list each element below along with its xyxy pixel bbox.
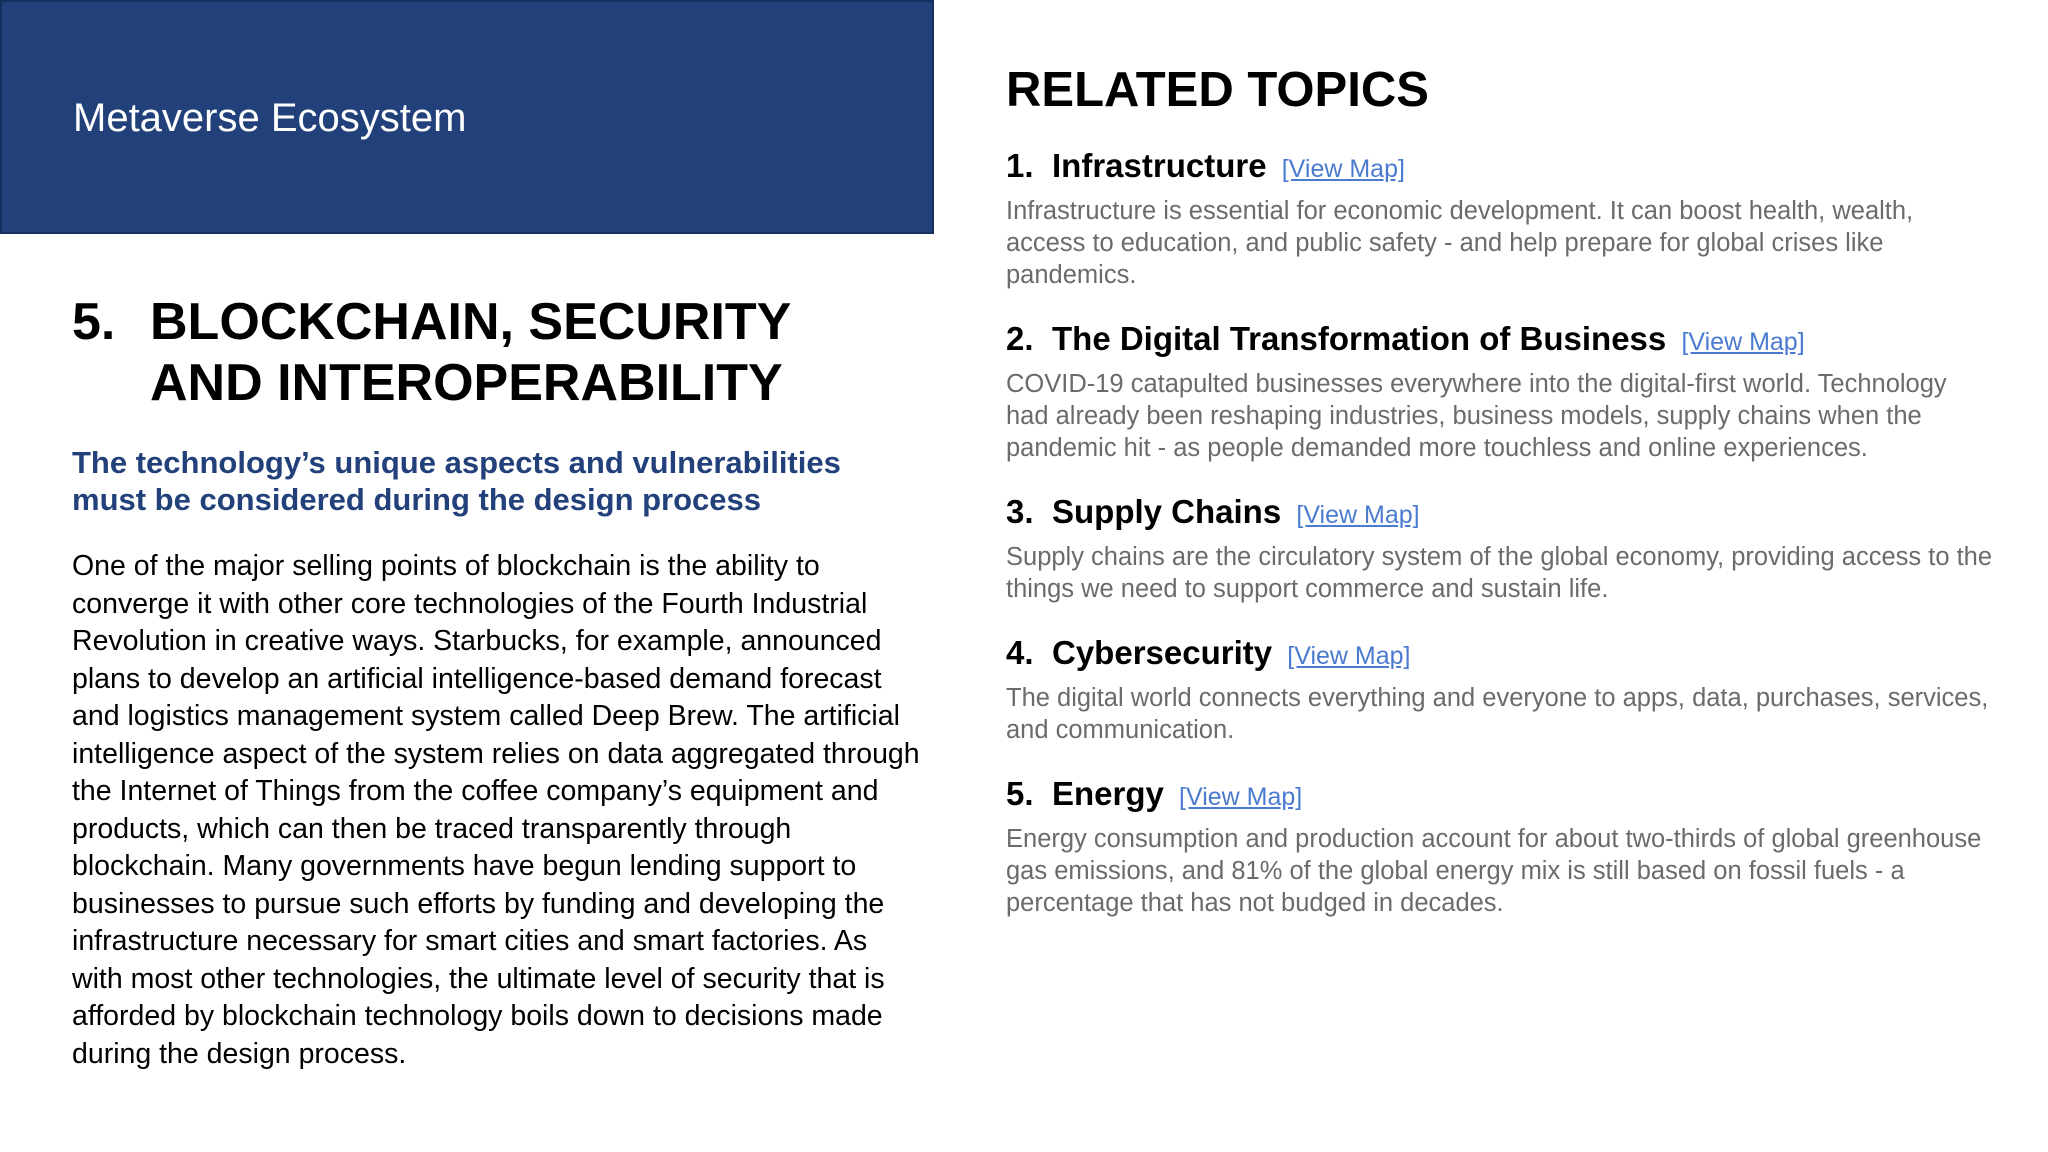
related-topic-number: 4.: [1006, 634, 1034, 671]
related-topic-name: Cybersecurity: [1052, 634, 1273, 671]
related-topic-name: Supply Chains: [1052, 493, 1282, 530]
view-map-link-digital-transformation[interactable]: [View Map]: [1681, 328, 1805, 356]
related-topic-description: The digital world connects everything and everyone to apps, data, purchases, services, and communication.: [1006, 684, 1989, 744]
related-topics-list: [1006, 146, 1996, 919]
related-topic-number: 1.: [1006, 147, 1034, 184]
related-topic-heading: [1006, 319, 1996, 362]
view-map-link-energy[interactable]: [View Map]: [1179, 783, 1303, 811]
related-topic-description: Energy consumption and production account for about two-thirds of global greenhouse gas emissions, and 81% of the global energy mix is still based on fossil fuels - a percentage that has not budged in decades.: [1006, 825, 1982, 917]
related-topic-description: Infrastructure is essential for economic development. It can boost health, wealth, access to education, and public safety - and help prepare for global crises like pandemics.: [1006, 197, 1914, 289]
section-heading-line-2: AND INTEROPERABILITY: [150, 354, 783, 412]
related-topic-description: Supply chains are the circulatory system of the global economy, providing access to the things we need to support commerce and sustain life.: [1006, 543, 1993, 603]
related-topics-title: RELATED TOPICS: [1006, 63, 1429, 117]
related-topic-number: 5.: [1006, 775, 1034, 812]
related-topic-item: [1006, 774, 1996, 919]
related-topic-item: [1006, 146, 1996, 291]
related-topic-heading: [1006, 146, 1996, 189]
header-banner: [0, 0, 934, 234]
related-topic-item: [1006, 319, 1996, 464]
related-topic-heading: [1006, 492, 1996, 535]
related-topic-heading: [1006, 633, 1996, 676]
banner-title: Metaverse Ecosystem: [73, 96, 467, 140]
related-topic-name: The Digital Transformation of Business: [1052, 320, 1667, 357]
related-topic-item: [1006, 492, 1996, 605]
related-topic-item: [1006, 633, 1996, 746]
section-heading-line-1: BLOCKCHAIN, SECURITY: [150, 293, 792, 351]
section-subheading: The technology’s unique aspects and vulnerabilities must be considered during the design process: [72, 445, 841, 517]
related-topic-description: COVID-19 catapulted businesses everywhere into the digital-first world. Technology had already been reshaping industries, business models, supply chains when the pandemic hit - as people demanded more touchless and online experiences.: [1006, 370, 1947, 462]
related-topic-name: Energy: [1052, 775, 1164, 812]
related-topic-name: Infrastructure: [1052, 147, 1267, 184]
view-map-link-infrastructure[interactable]: [View Map]: [1281, 155, 1405, 183]
section-heading: [72, 292, 892, 414]
section-body-text: One of the major selling points of blockchain is the ability to converge it with other core technologies of the Fourth Industrial Revolution in creative ways. Starbucks, for example, announced plans to develop an artificial intelligence-based demand forecast and logistics management system called Deep Brew. The artificial intelligence aspect of the system relies on data aggregated through the Internet of Things from the coffee company’s equipment and products, which can then be traced transparently through blockchain. Many governments have begun lending support to businesses to pursue such efforts by funding and developing the infrastructure necessary for smart cities and smart factories. As with most other technologies, the ultimate level of security that is afforded by blockchain technology boils down to decisions made during the design process.: [72, 550, 920, 1070]
view-map-link-cybersecurity[interactable]: [View Map]: [1287, 642, 1411, 670]
related-topic-heading: [1006, 774, 1996, 817]
related-topic-number: 2.: [1006, 320, 1034, 357]
related-topic-number: 3.: [1006, 493, 1034, 530]
view-map-link-supply-chains[interactable]: [View Map]: [1296, 501, 1420, 529]
section-number: 5.: [72, 293, 116, 351]
